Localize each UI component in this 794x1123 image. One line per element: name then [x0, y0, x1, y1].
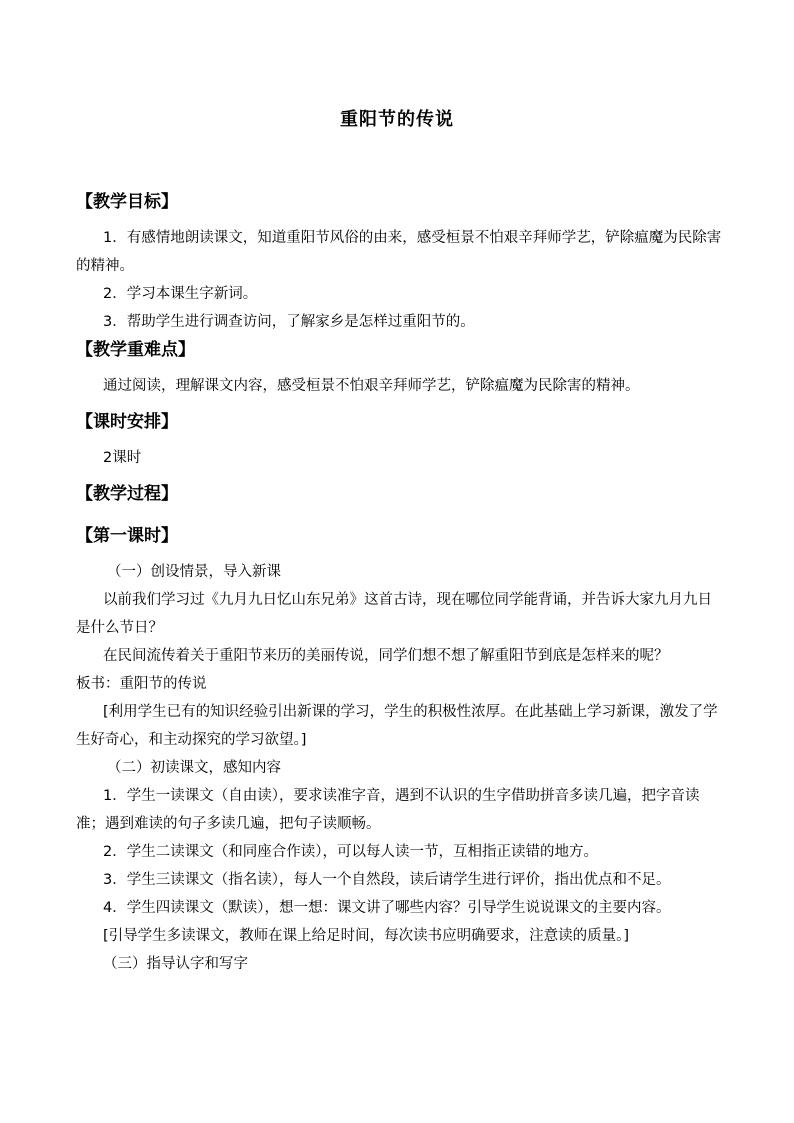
step2-paragraph-5: [引导学生多读课文，教师在课上给足时间，每次读书应明确要求，注意读的质量。]	[103, 928, 630, 944]
step2-paragraph-4: 4．学生四读课文（默读），想一想：课文讲了哪些内容？引导学生说说课文的主要内容。	[103, 900, 671, 916]
goal-item-1: 1．有感情地朗读课文，知道重阳节风俗的由来，感受桓景不怕艰辛拜师学艺，铲除瘟魔为民除害的精神。	[76, 230, 722, 274]
step2-paragraph-1: 1．学生一读课文（自由读），要求读准字音，遇到不认识的生字借助拼音多读几遍，把字音读准；遇到难读的句子多读几遍，把句子读顺畅。	[76, 788, 700, 832]
schedule-text: 2课时	[103, 450, 142, 466]
step2-paragraph-2: 2．学生二读课文（和同座合作读），可以每人读一节，互相指正读错的地方。	[103, 844, 598, 860]
goal-item-3: 3．帮助学生进行调查访问，了解家乡是怎样过重阳节的。	[103, 314, 475, 330]
section-heading-goals: 【教学目标】	[76, 192, 178, 212]
step2-title: （二）初读课文，感知内容	[107, 760, 281, 776]
goal-item-2: 2．学习本课生字新词。	[103, 286, 258, 302]
step1-paragraph-1: 以前我们学习过《九月九日忆山东兄弟》这首古诗，现在哪位同学能背诵，并告诉大家九月九日是什么节日？	[76, 592, 712, 636]
page-title: 重阳节的传说	[340, 109, 454, 130]
section-heading-schedule: 【课时安排】	[76, 412, 178, 432]
step1-paragraph-3: 板书：重阳节的传说	[76, 676, 207, 692]
keypoints-text: 通过阅读，理解课文内容，感受桓景不怕艰辛拜师学艺，铲除瘟魔为民除害的精神。	[103, 378, 640, 394]
section-heading-keypoints: 【教学重难点】	[76, 340, 195, 360]
step1-paragraph-4: [利用学生已有的知识经验引出新课的学习，学生的积极性浓厚。在此基础上学习新课，激发了学生好奇心，和主动探究的学习欲望。]	[76, 704, 718, 748]
section-heading-process: 【教学过程】	[76, 484, 178, 504]
step2-paragraph-3: 3．学生三读课文（指名读），每人一个自然段，读后请学生进行评价，指出优点和不足。	[103, 872, 671, 888]
step1-title: （一）创设情景，导入新课	[107, 564, 281, 580]
step1-paragraph-2: 在民间流传着关于重阳节来历的美丽传说，同学们想不想了解重阳节到底是怎样来的呢？	[103, 648, 669, 664]
document-body	[76, 188, 724, 978]
step3-title: （三）指导认字和写字	[103, 956, 248, 972]
section-heading-lesson1: 【第一课时】	[76, 526, 178, 546]
